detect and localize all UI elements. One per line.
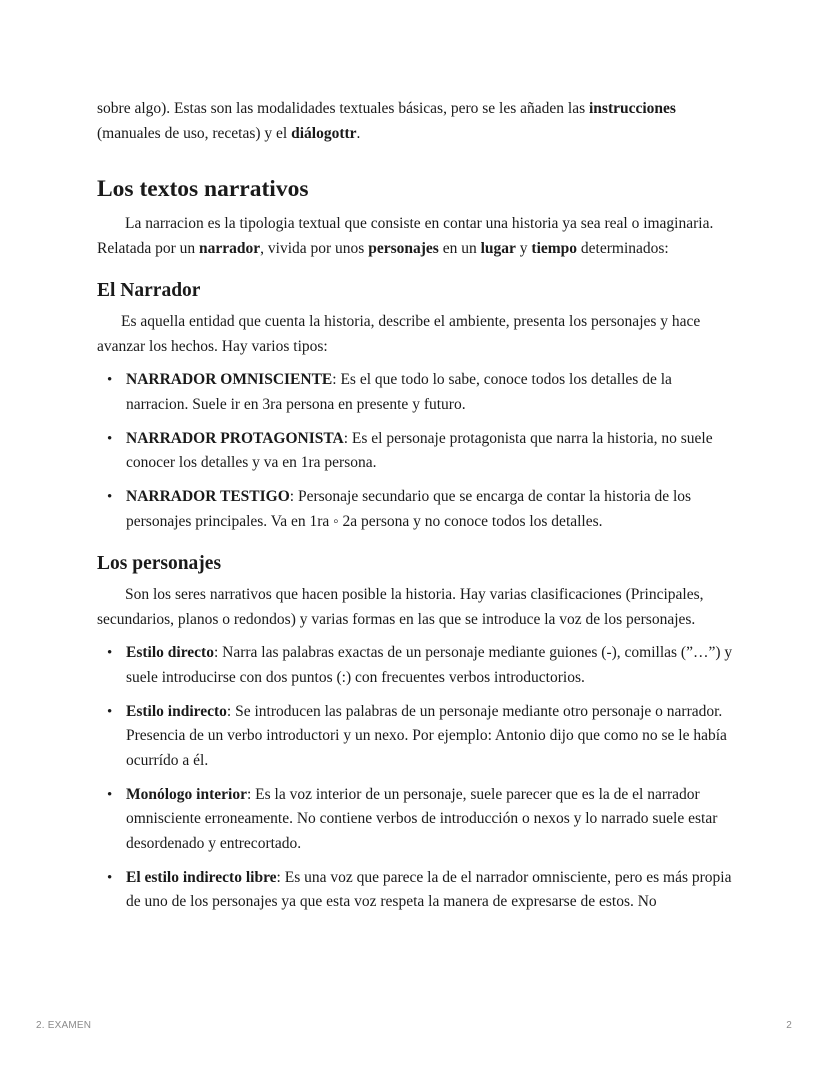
bullet-icon: • (107, 430, 113, 447)
narrativos-paragraph (97, 212, 737, 261)
bold-term: personajes (368, 239, 439, 257)
bullet-icon: • (107, 645, 113, 661)
list-item-term: NARRADOR OMNISCIENTE (126, 371, 333, 388)
list-item-term: NARRADOR PROTAGONISTA (126, 429, 344, 447)
list-item (107, 368, 737, 417)
subsection-heading-personajes: Los personajes (97, 553, 222, 574)
list-item (107, 485, 737, 534)
bullet-icon: • (107, 786, 113, 803)
list-item (107, 866, 737, 915)
bullet-icon: • (107, 703, 113, 720)
bold-term: lugar (480, 239, 516, 257)
intro-bold-term: instrucciones (588, 100, 676, 117)
paragraph-text: La narracion es la tipologia textual que consiste en contar una historia ya sea real o imaginaria. Relatada por un (97, 215, 714, 257)
personajes-list (97, 641, 737, 915)
list-item-text: : Es el que todo lo sabe, conoce todos los detalles de la narracion. Suele ir en 3ra persona en presente y futuro. (126, 371, 672, 413)
paragraph-text: , vivida por unos (260, 239, 369, 257)
bold-term: narrador (199, 239, 261, 257)
bullet-icon: • (107, 489, 113, 505)
intro-text: (manuales de uso, recetas) y el (97, 124, 292, 142)
footer-page-number: 2 (786, 1020, 792, 1031)
list-item-term: Estilo directo (126, 644, 214, 661)
narrador-intro-paragraph: Es aquella entidad que cuenta la historia, describe el ambiente, presenta los personajes y hace avanzar los hechos. Hay varios tipos: (97, 313, 701, 355)
bullet-icon: • (107, 869, 113, 886)
list-item-term: Estilo indirecto (126, 702, 227, 720)
list-item (107, 641, 737, 690)
section-heading-narrativos: Los textos narrativos (97, 176, 309, 202)
list-item (107, 783, 737, 857)
list-item-text: : Es el personaje protagonista que narra la historia, no suele conocer los detalles y va en 1ra persona. (126, 429, 713, 471)
intro-text: sobre algo). Estas son las modalidades textuales básicas, pero se les añaden las (97, 100, 589, 117)
intro-bold-term: diálogottr (291, 124, 357, 142)
list-item-term: Monólogo interior (126, 785, 247, 803)
list-item-text: : Se introducen las palabras de un personaje mediante otro personaje o narrador. Presencia de un verbo introductori y un nexo. Por ejemplo: Antonio dijo que como no se le había ocurrído a él. (126, 702, 727, 769)
bullet-icon: • (107, 372, 113, 388)
list-item-text: : Narra las palabras exactas de un personaje mediante guiones (-), comillas (”…”) y suele introducirse con dos puntos (:) con frecuentes verbos introductorios. (126, 644, 733, 686)
narrador-list (97, 368, 737, 534)
intro-paragraph (97, 97, 737, 146)
personajes-intro-paragraph: Son los seres narrativos que hacen posible la historia. Hay varias clasificaciones (Principales, secundarios, planos o redondos) y varias formas en las que se introduce la voz de los personajes. (97, 586, 704, 628)
list-item-text: : Es la voz interior de un personaje, suele parecer que es la de el narrador omnisciente erroneamente. No contiene verbos de introducción o nexos y lo narrado suele estar desordenado y entrecortado. (126, 785, 718, 852)
list-item-text: : Es una voz que parece la de el narrador omnisciente, pero es más propia de uno de los personajes ya que esta voz respeta la manera de expresarse de estos. No (126, 868, 732, 910)
footer-section-label: 2. EXAMEN (36, 1020, 92, 1031)
subsection-heading-narrador: El Narrador (97, 280, 201, 301)
paragraph-text: y (515, 239, 532, 257)
paragraph-text: en un (438, 239, 481, 257)
paragraph-text: determinados: (577, 239, 669, 257)
list-item (107, 700, 737, 774)
intro-text: . (356, 124, 361, 142)
list-item-text: : Personaje secundario que se encarga de contar la historia de los personajes principales. Va en 1ra ◦ 2a persona y no conoce todos los detalles. (126, 488, 692, 530)
document-page (97, 97, 737, 924)
list-item-term: NARRADOR TESTIGO (126, 488, 290, 505)
list-item (107, 427, 737, 476)
list-item-term: El estilo indirecto libre (126, 868, 277, 886)
bold-term: tiempo (531, 239, 578, 257)
